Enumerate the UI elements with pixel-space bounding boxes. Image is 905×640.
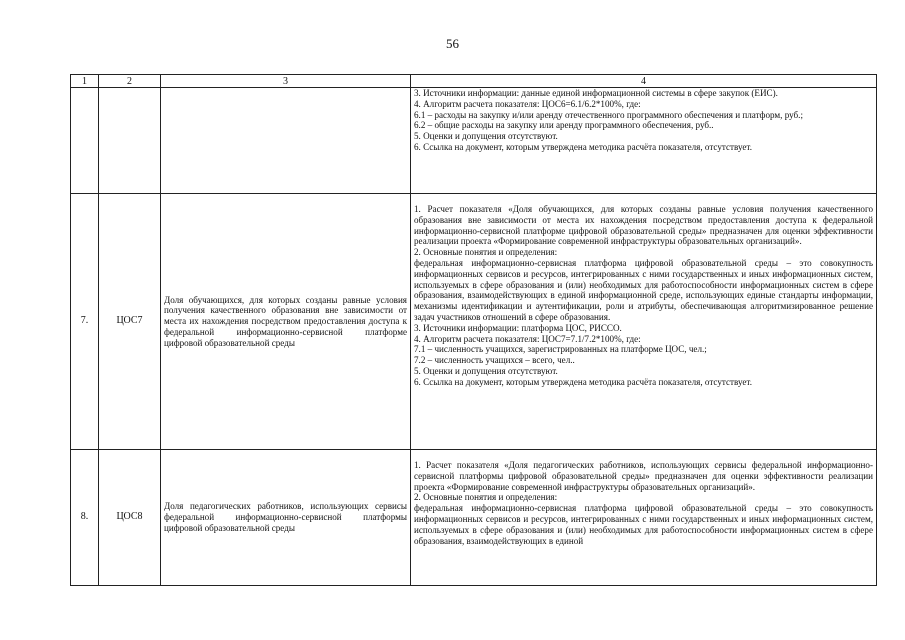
header-cell-4: 4 xyxy=(411,75,877,88)
method-line: 6. Ссылка на документ, которым утверждена методика расчёта показателя, отсутствует. xyxy=(414,376,752,387)
header-cell-2: 2 xyxy=(99,75,161,88)
method-line: 2. Основные понятия и определения: xyxy=(414,492,558,503)
method-line: федеральная информационно-сервисная платформа цифровой образовательной среды – это совокупность информационных сервисов и ресурсов, интегрированных с ними государственных и иных информационных систем, используемых в сфере образования и (или) необходимых для работоспособности информационных систем в сфере образования, взаимодействующих в единой информационной среде, использующих единые стандарты информации, механизмы идентификации и аутентификации, роли и атрибуты, обеспечивающая алгоритмизированное решение задач участников отношений в сфере образования. xyxy=(414,257,873,322)
method-line: 1. Расчет показателя «Доля обучающихся, для которых созданы равные условия получения качественного образования вне зависимости от места их нахождения посредством предоставления доступа к федеральной информационно-сервисной платформе цифровой образовательной среды» предназначен для оценки эффективности реализации проекта «Формирование современной инфраструктуры образовательных организаций». xyxy=(414,204,873,247)
indicator-table xyxy=(70,74,877,586)
method-line: 3. Источники информации: платформа ЦОС, РИССО. xyxy=(414,322,622,333)
row-number: 8. xyxy=(71,450,99,586)
method-line: 7.2 – численность учащихся – всего, чел.. xyxy=(414,355,575,366)
indicator-code: ЦОС7 xyxy=(99,194,161,450)
row-number xyxy=(71,88,99,194)
method-line: 5. Оценки и допущения отсутствуют. xyxy=(414,365,558,376)
method-line: 4. Алгоритм расчета показателя: ЦОС6=6.1/6.2*100%, где: xyxy=(414,98,641,109)
page-number: 56 xyxy=(446,36,459,51)
method-line: 3. Источники информации: данные единой информационной системы в сфере закупок (ЕИС). xyxy=(414,88,778,98)
indicator-method xyxy=(411,450,877,586)
row-number: 7. xyxy=(71,194,99,450)
indicator-name xyxy=(161,88,411,194)
header-cell-3: 3 xyxy=(161,75,411,88)
indicator-method xyxy=(411,88,877,194)
method-line: 2. Основные понятия и определения: xyxy=(414,247,558,258)
method-line: 6. Ссылка на документ, которым утверждена методика расчёта показателя, отсутствует. xyxy=(414,141,752,152)
method-line: 4. Алгоритм расчета показателя: ЦОС7=7.1/7.2*100%, где: xyxy=(414,333,641,344)
indicator-name: Доля педагогических работников, использующих сервисы федеральной информационно-сервисной платформы цифровой образовательной среды xyxy=(161,450,411,586)
method-line: 6.1 – расходы на закупку и/или аренду отечественного программного обеспечения и платформ, руб.; xyxy=(414,109,803,120)
method-line: федеральная информационно-сервисная платформа цифровой образовательной среды – это совокупность информационных сервисов и ресурсов, интегрированных с ними государственных и иных информационных систем, используемых в сфере образования и (или) необходимых для работоспособности информационных систем в сфере образования, взаимодействующих в единой xyxy=(414,503,873,546)
method-line: 7.1 – численность учащихся, зарегистрированных на платформе ЦОС, чел.; xyxy=(414,344,707,355)
indicator-name: Доля обучающихся, для которых созданы равные условия получения качественного образования вне зависимости от места их нахождения посредством предоставления доступа к федеральной информационно-сервисной платформе цифровой образовательной среды xyxy=(161,194,411,450)
header-cell-1: 1 xyxy=(71,75,99,88)
method-line: 5. Оценки и допущения отсутствуют. xyxy=(414,131,558,142)
indicator-code xyxy=(99,88,161,194)
table-row xyxy=(71,450,877,586)
method-line: 6.2 – общие расходы на закупку или аренду программного обеспечения, руб.. xyxy=(414,120,714,131)
method-line: 1. Расчет показателя «Доля педагогических работников, использующих сервисы федеральной информационно-сервисной платформы цифровой образовательной среды» предназначен для оценки эффективности реализации проекта «Формирование современной инфраструктуры образовательных организаций». xyxy=(414,460,873,492)
table-header-row xyxy=(71,75,877,88)
table-row xyxy=(71,194,877,450)
indicator-method xyxy=(411,194,877,450)
indicator-code: ЦОС8 xyxy=(99,450,161,586)
table-row xyxy=(71,88,877,194)
